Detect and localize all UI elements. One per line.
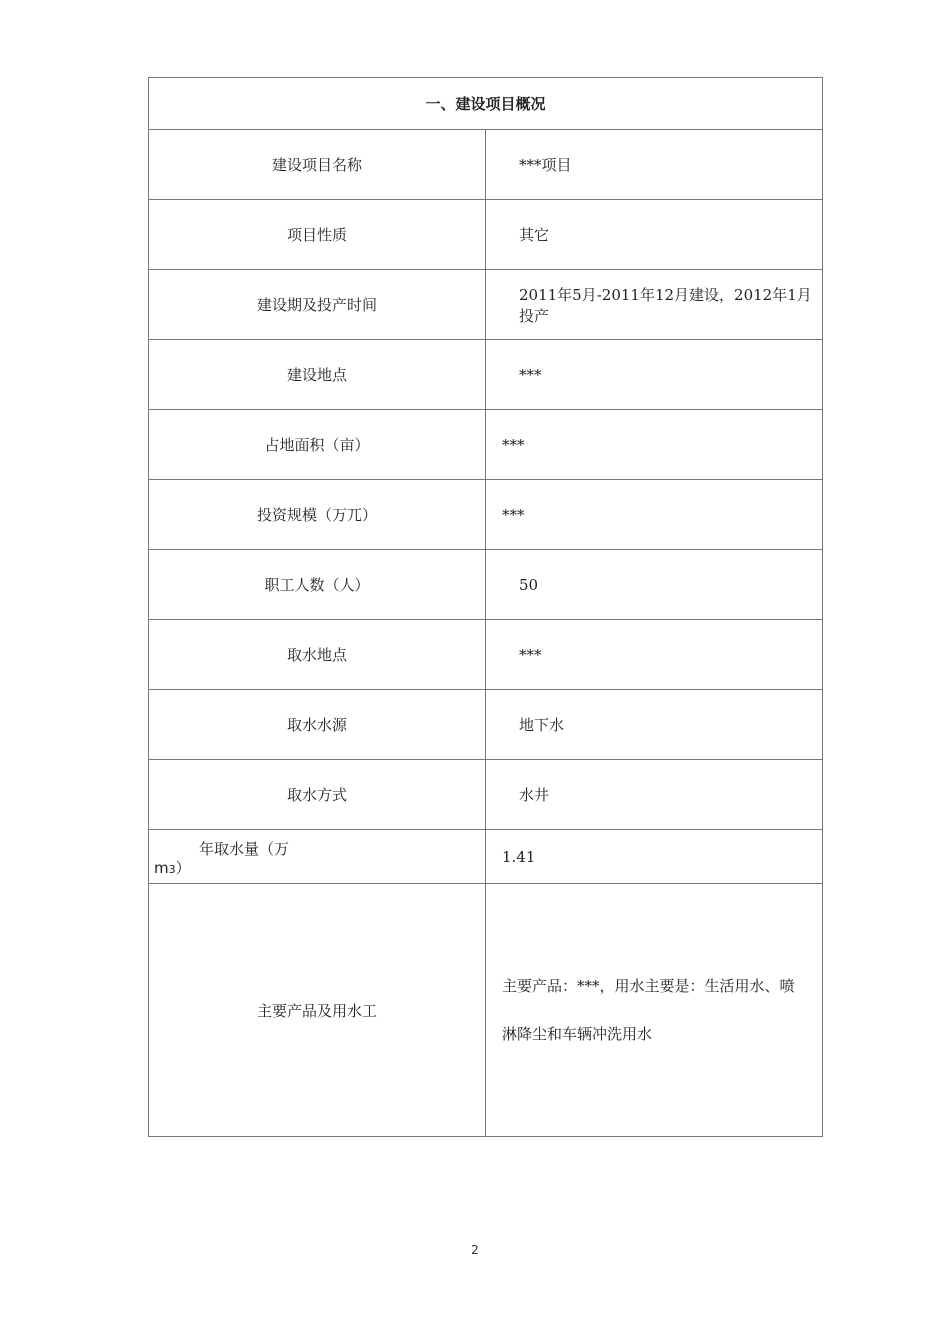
table-row (149, 550, 823, 620)
intake-location-value: *** (486, 620, 823, 690)
intake-method-value: 水井 (486, 760, 823, 830)
annual-intake-label (149, 830, 486, 884)
construction-period-label: 建设期及投产时间 (149, 270, 486, 340)
project-nature-label: 项目性质 (149, 200, 486, 270)
project-name-label: 建设项目名称 (149, 130, 486, 200)
section-title: 一、建设项目概况 (149, 78, 823, 130)
annual-intake-value: 1.41 (486, 830, 823, 884)
construction-site-label: 建设地点 (149, 340, 486, 410)
table-row (149, 130, 823, 200)
construction-period-value: 2011年5月-2011年12月建设，2012年1月投产 (486, 270, 823, 340)
water-source-label: 取水水源 (149, 690, 486, 760)
products-label: 主要产品及用水工 (149, 884, 486, 1137)
project-nature-value: 其它 (486, 200, 823, 270)
products-value: 主要产品：***，用水主要是：生活用水、喷淋降尘和车辆冲洗用水 (486, 884, 823, 1137)
intake-method-label: 取水方式 (149, 760, 486, 830)
table-row (149, 830, 823, 884)
land-area-label: 占地面积（亩） (149, 410, 486, 480)
construction-site-value: *** (486, 340, 823, 410)
table-row (149, 690, 823, 760)
investment-value: *** (486, 480, 823, 550)
intake-location-label: 取水地点 (149, 620, 486, 690)
table-row (149, 200, 823, 270)
table-row (149, 884, 823, 1137)
table-row (149, 760, 823, 830)
water-source-value: 地下水 (486, 690, 823, 760)
staff-count-label: 职工人数（人） (149, 550, 486, 620)
table-row (149, 340, 823, 410)
table-row (149, 270, 823, 340)
title-row (149, 78, 823, 130)
annual-intake-label-line1: 年取水量（万 (199, 840, 290, 858)
staff-count-value: 50 (486, 550, 823, 620)
project-name-value: ***项目 (486, 130, 823, 200)
land-area-value: *** (486, 410, 823, 480)
table-row (149, 480, 823, 550)
table-row (149, 410, 823, 480)
project-overview-table (148, 77, 823, 1137)
investment-label: 投资规模（万兀） (149, 480, 486, 550)
page-number: 2 (471, 1243, 479, 1257)
table-row (149, 620, 823, 690)
annual-intake-label-unit: m3） (154, 859, 191, 877)
